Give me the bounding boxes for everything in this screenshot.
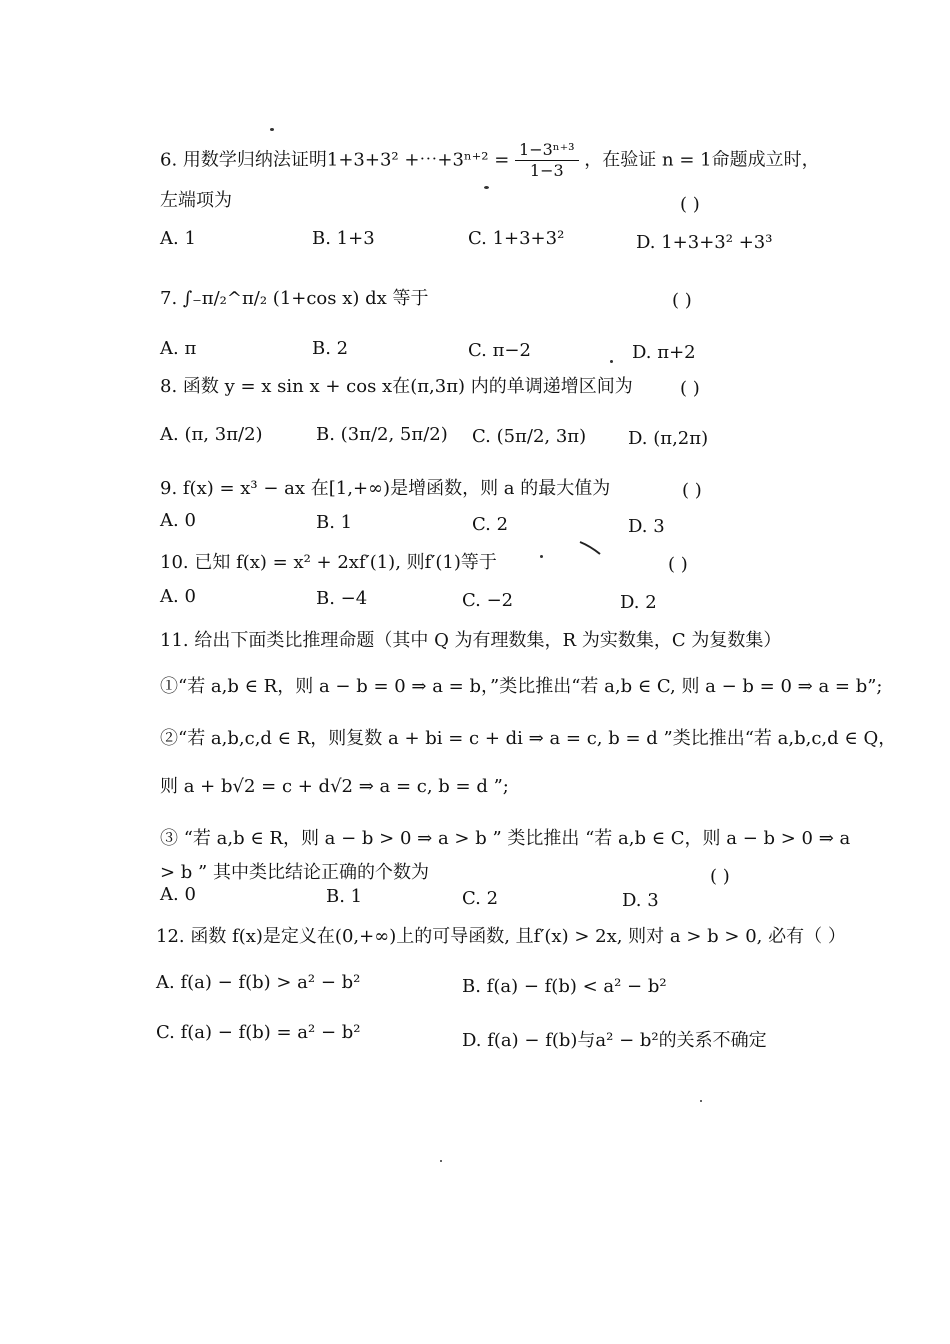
q9-answer-paren: ( ) [682,480,702,501]
q11-option-b: B. 1 [326,886,363,907]
q11-answer-paren: ( ) [710,866,730,887]
q6-frac-num: 1−3ⁿ⁺³ [515,140,579,161]
pen-stroke-mark [578,538,604,558]
q6-option-d: D. 1+3+3² +3³ [636,232,773,253]
q12-text: 12. 函数 f(x)是定义在(0,+∞)上的可导函数, 且f′(x) > 2x, 则对 a > b > 0, 必有（ ） [156,926,846,947]
q8-option-d: D. (π,2π) [628,428,709,449]
scan-speck [540,555,543,558]
q10-option-c: C. −2 [462,590,514,611]
q6-prefix: 6. 用数学归纳法证明1+3+3² +⋯+3ⁿ⁺² = [160,149,510,171]
q8-answer-paren: ( ) [680,378,700,399]
q8-option-c: C. (5π/2, 3π) [472,426,587,447]
q7-answer-paren: ( ) [672,290,692,311]
q11-option-d: D. 3 [622,890,659,911]
q6-answer-paren: ( ) [680,194,700,215]
q7-option-b: B. 2 [312,338,349,359]
q7-option-c: C. π−2 [468,340,531,361]
q11-item2-line1: ②“若 a,b,c,d ∈ R，则复数 a + bi = c + di ⇒ a = c, b = d ”类比推出“若 a,b,c,d ∈ Q， [160,728,897,749]
scan-speck [700,1100,702,1102]
q6-option-c: C. 1+3+3² [468,228,565,249]
q11-item3-line2: > b ” 其中类比结论正确的个数为 [160,862,429,883]
q12-option-d: D. f(a) − f(b)与a² − b²的关系不确定 [462,1030,767,1051]
q10-answer-paren: ( ) [668,554,688,575]
q7-option-a: A. π [160,338,197,359]
q10-option-a: A. 0 [160,586,196,607]
q9-option-b: B. 1 [316,512,353,533]
q11-item3-line1: ③ “若 a,b ∈ R，则 a − b > 0 ⇒ a > b ” 类比推出 “若 a,b ∈ C，则 a − b > 0 ⇒ a [160,828,851,849]
q8-option-a: A. (π, 3π/2) [160,424,263,445]
q7-text: 7. ∫₋π/₂^π/₂ (1+cos x) dx 等于 [160,288,429,309]
q9-option-c: C. 2 [472,514,509,535]
q11-item2-line2: 则 a + b√2 = c + d√2 ⇒ a = c, b = d ”; [160,776,509,797]
q12-option-c: C. f(a) − f(b) = a² − b² [156,1022,361,1043]
q11-intro: 11. 给出下面类比推理命题（其中 Q 为有理数集，R 为实数集，C 为复数集） [160,630,782,651]
q10-option-b: B. −4 [316,588,368,609]
q11-item1: ①“若 a,b ∈ R，则 a − b = 0 ⇒ a = b，”类比推出“若 a,b ∈ C, 则 a − b = 0 ⇒ a = b”; [160,676,883,697]
q6-frac-den: 1−3 [529,161,564,180]
q6-line1 [160,140,820,181]
scan-speck [270,128,274,131]
q7-option-d: D. π+2 [632,342,696,363]
q6-option-a: A. 1 [160,228,196,249]
q12-option-b: B. f(a) − f(b) < a² − b² [462,976,667,997]
q8-option-b: B. (3π/2, 5π/2) [316,424,448,445]
q6-option-b: B. 1+3 [312,228,375,249]
scan-speck [484,186,489,189]
scan-speck [440,1160,442,1162]
q8-text: 8. 函数 y = x sin x + cos x在(π,3π) 内的单调递增区间为 [160,376,633,397]
q6-fraction [515,140,579,181]
q11-option-c: C. 2 [462,888,499,909]
q6-line2: 左端项为 [160,190,232,211]
q10-text: 10. 已知 f(x) = x² + 2xf′(1), 则f′(1)等于 [160,552,497,573]
q12-option-a: A. f(a) − f(b) > a² − b² [156,972,361,993]
q9-option-a: A. 0 [160,510,196,531]
q6-suffix: ，在验证 n = 1命题成立时， [584,149,820,171]
q10-option-d: D. 2 [620,592,657,613]
scan-speck [610,360,613,363]
q9-text: 9. f(x) = x³ − ax 在[1,+∞)是增函数，则 a 的最大值为 [160,478,611,499]
q9-option-d: D. 3 [628,516,665,537]
q11-option-a: A. 0 [160,884,196,905]
